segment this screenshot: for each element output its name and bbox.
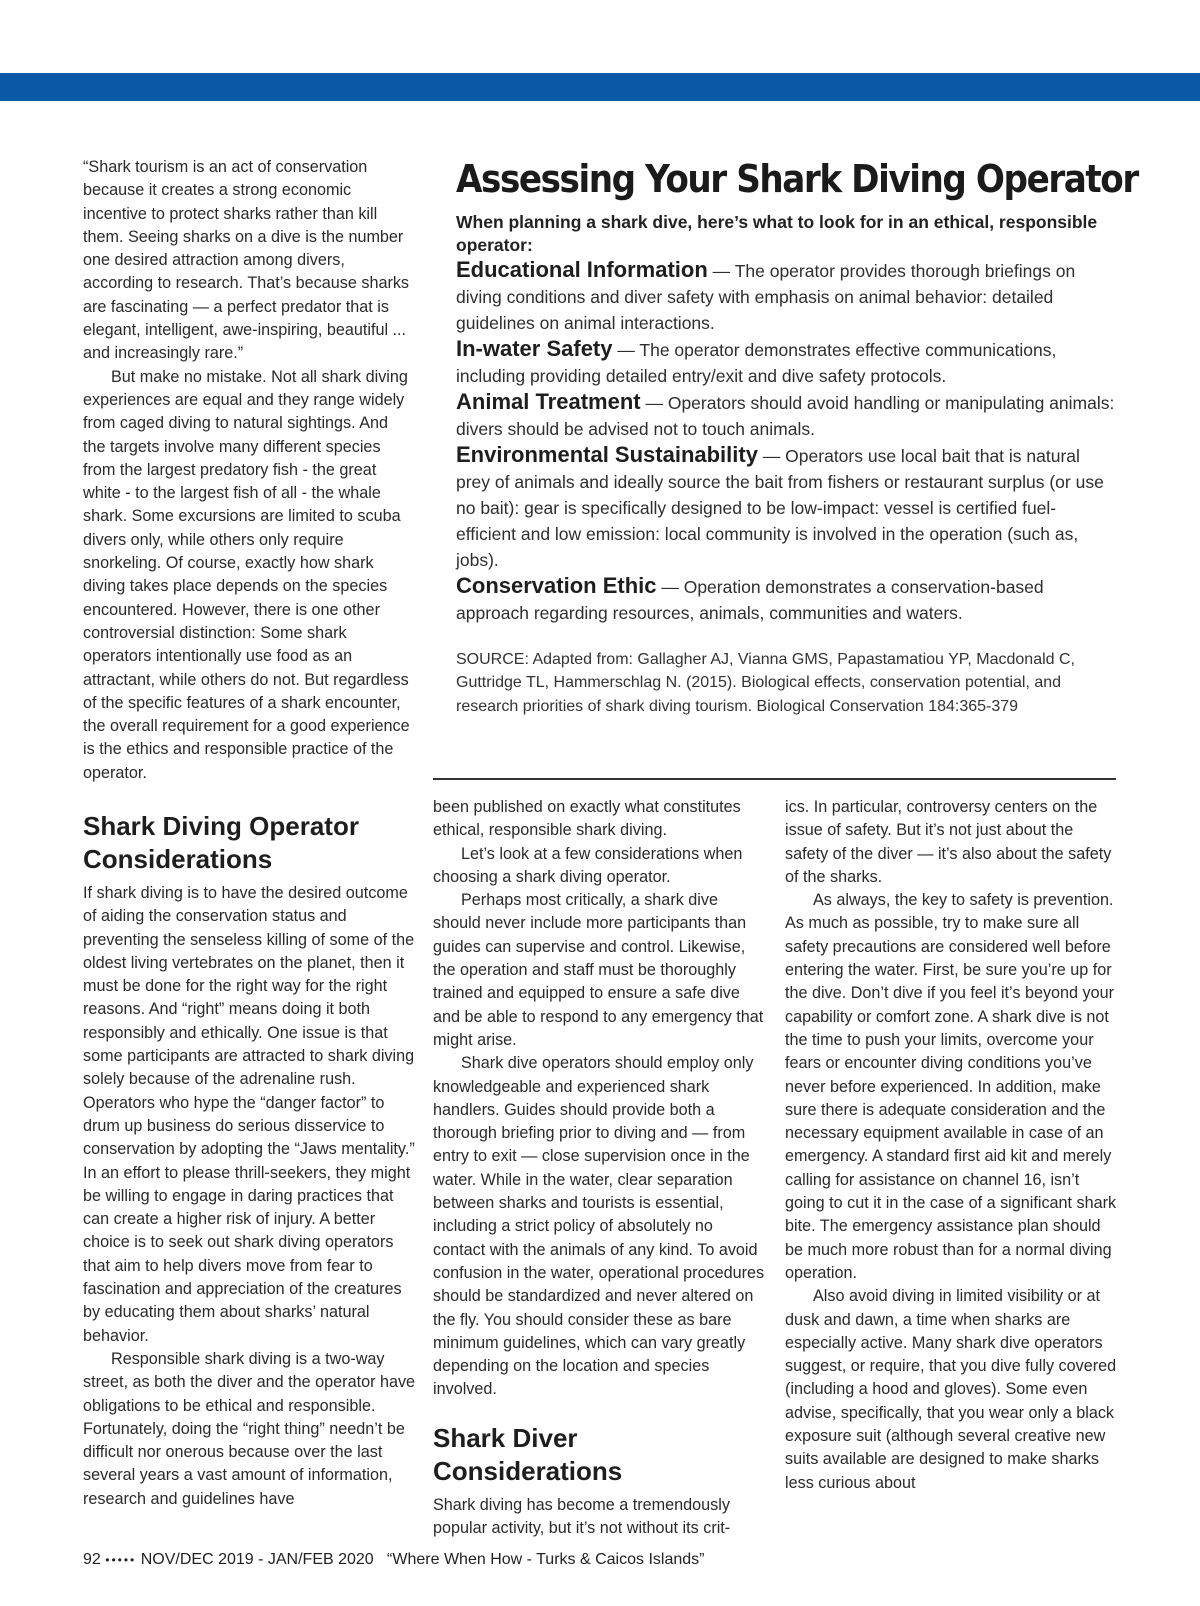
sidebar-item [456,336,1116,389]
body-paragraph: Shark diving has become a tremendously popular activity, but it’s not without its crit- [433,1495,731,1538]
sidebar-item-term: Environmental Sustainability [456,442,758,467]
issue-date: NOV/DEC 2019 - JAN/FEB 2020 [140,1551,374,1568]
body-paragraph: Responsible shark diving is a two-way street, as both the diver and the operator have obligations to be ethical and responsible. Fortunately, doing the “right thing” needn’t be difficult nor onerous because over the last several years a vast amount of information, research and guidelines have [83,1349,416,1508]
page-footer [83,1551,704,1569]
sidebar-item [456,257,1116,336]
sidebar-intro: When planning a shark dive, here’s what to look for in an ethical, responsible operator: [456,212,1098,255]
body-paragraph: ics. In particular, controversy centers on the issue of safety. But it’s not just about the safety of the diver — it’s also about the safety of the sharks. [785,798,1112,886]
page-number: 92 [83,1551,101,1568]
operator-checklist-sidebar [456,155,1138,718]
sidebar-item-term: Educational Information [456,257,708,282]
sidebar-item [456,442,1116,573]
sidebar-title: Assessing Your Shark Diving Operator [456,157,1138,201]
sidebar-item-text: — Operation demonstrates a conservation-based approach regarding resources, animals, communities and waters. [456,577,1044,623]
sidebar-item-text: — Operators should avoid handling or manipulating animals: divers should be advised not to touch animals. [456,393,1115,439]
sidebar-item-text: — The operator provides thorough briefings on diving conditions and diver safety with emphasis on animal behavior: detailed guidelines on animal interactions. [456,261,1076,333]
top-color-bar [0,73,1200,101]
body-paragraph: “Shark tourism is an act of conservation because it creates a strong economic incentive to protect sharks rather than kill them. Seeing sharks on a dive is the number one desired attraction among divers, according to research. That’s because sharks are fascinating — a perfect predator that is elegant, intelligent, awe-inspiring, beautiful ... and increasingly rare.” [83,158,410,363]
body-paragraph: Also avoid diving in limited visibility or at dusk and dawn, a time when sharks are especially active. Many shark dive operators suggest, or require, that you dive fully covered (including a hood and gloves). Some even advise, specifically, that you wear only a black exposure suit (although several creative new suits available are designed to make sharks less curious about [785,1287,1117,1492]
footer-dots: ••••• [105,1552,137,1567]
sidebar-item-term: Animal Treatment [456,389,641,414]
section-heading: Shark Diver Considerations [433,1422,623,1486]
body-paragraph: Let’s look at a few considerations when choosing a shark diving operator. [433,844,743,886]
sidebar-item-text: — Operators use local bait that is natural prey of animals and ideally source the bait from fishers or restaurant surplus (or use no bait): gear is specifically designed to be low-impact: vessel is certified fuel-efficient and low emission: local community is involved in the operation (such as, jobs). [456,446,1104,570]
body-paragraph: If shark diving is to have the desired outcome of aiding the conservation status and preventing the senseless killing of some of the oldest living vertebrates on the planet, then it must be done for the right way for the right reasons. And “right” means doing it both responsibly and ethically. One issue is that some participants are attracted to shark diving solely because of the adrenaline rush. Operators who hype the “danger factor” to drum up business do serious disservice to conservation by adopting the “Jaws mentality.” In an effort to please thrill-seekers, they might be willing to engage in daring practices that can create a higher risk of injury. A better choice is to seek out shark diving operators that aim to help divers move from fear to fascination and appreciation of the creatures by educating them about sharks’ natural behavior. [83,884,415,1345]
sidebar-source: SOURCE: Adapted from: Gallagher AJ, Vianna GMS, Papastamatiou YP, Macdonald C, Guttridge TL, Hammerschlag N. (2015). Biological effects, conservation potential, and research priorities of shark diving tourism. Biological Conservation 184:365-379 [456,651,1075,715]
body-paragraph: Shark dive operators should employ only knowledgeable and experienced shark handlers. Guides should provide both a thorough briefing prior to diving and — from entry to exit — close supervision once in the water. While in the water, clear separation between sharks and tourists is essential, including a strict policy of absolutely no contact with the animals of any kind. To avoid confusion in the water, operational procedures should be standardized and never altered on the fly. You should consider these as bare minimum guidelines, which can vary greatly depending on the location and species involved. [433,1054,765,1399]
body-paragraph: But make no mistake. Not all shark diving experiences are equal and they range widely from caged diving to natural sightings. And the targets involve many different species from the largest predatory fish - the great white - to the largest fish of all - the whale shark. Some excursions are limited to scuba divers only, while others only require snorkeling. Of course, exactly how shark diving takes place depends on the species encountered. However, there is one other controversial distinction: Some shark operators intentionally use food as an attractant, while others do not. But regardless of the specific features of a shark encounter, the overall requirement for a good experience is the ethics and responsible practice of the operator. [83,367,410,782]
middle-column [433,796,766,1540]
sidebar-item [456,389,1116,442]
publication-name: “Where When How - Turks & Caicos Islands” [387,1551,705,1568]
sidebar-item-term: Conservation Ethic [456,573,657,598]
right-column [785,796,1118,1495]
section-heading: Shark Diving Operator Considerations [83,811,359,874]
left-column-bottom [83,810,419,1511]
sidebar-divider [433,778,1116,780]
body-paragraph: been published on exactly what constitutes ethical, responsible shark diving. [433,798,741,840]
sidebar-item-term: In-water Safety [456,336,613,361]
left-column-top [83,156,413,785]
body-paragraph: Perhaps most critically, a shark dive should never include more participants than guides can supervise and control. Likewise, the operation and staff must be thoroughly trained and equipped to ensure a safe dive and be able to respond to any emergency that might arise. [433,891,764,1049]
sidebar-item-text: — The operator demonstrates effective communications, including providing detailed entry/exit and dive safety protocols. [456,340,1057,386]
sidebar-item [456,573,1116,626]
body-paragraph: As always, the key to safety is prevention. As much as possible, try to make sure all safety precautions are considered well before entering the water. First, be sure you’re up for the dive. Don’t dive if you feel it’s beyond your capability or comfort zone. A shark dive is not the time to push your limits, overcome your fears or encounter diving conditions you’ve never before experienced. In addition, make sure there is adequate consideration and the necessary equipment available in case of an emergency. A standard first aid kit and merely calling for assistance on channel 16, isn’t going to cut it in the case of a significant shark bite. The emergency assistance plan should be much more robust than for a normal diving operation. [785,891,1117,1282]
